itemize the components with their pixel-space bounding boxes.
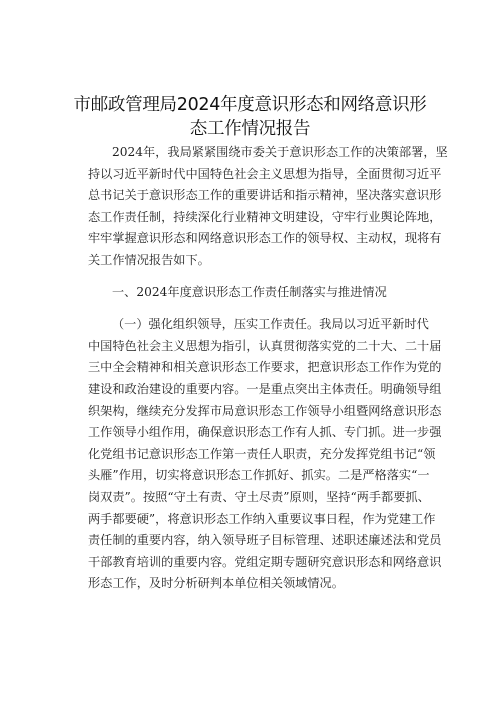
section-1-heading: 一、2024年度意识形态工作责任制落实与推进情况 <box>112 285 387 300</box>
paragraph-2-line: 干部教育培训的重要内容。党组定期专题研究意识形态和网络意识 <box>88 554 442 569</box>
paragraph-2-line: 化党组书记意识形态工作第一责任人职责，充分发挥党组书记“领 <box>88 446 436 461</box>
paragraph-spacer <box>88 272 428 283</box>
paragraph-spacer <box>88 304 428 315</box>
paragraph-2-line: 岗双责”。按照“守土有责、守土尽责”原则，坚持“两手都要抓、 <box>88 489 430 504</box>
paragraph-1-line: 牢牢掌握意识形态和网络意识形态工作的领导权、主动权，现将有 <box>88 231 442 246</box>
document-title-line-1: 市邮政管理局2024年度意识形态和网络意识形 <box>73 95 427 115</box>
paragraph-2-line: 两手都要硬”，将意识形态工作纳入重要议事日程，作为党建工作 <box>88 511 436 526</box>
document-body <box>88 142 448 595</box>
paragraph-2-line: 头雁”作用，切实将意识形态工作抓好、抓实。二是严格落实“一 <box>88 468 430 483</box>
paragraph-1-line: 总书记关于意识形态工作的重要讲话和指示精神，坚决落实意识形 <box>88 188 442 203</box>
paragraph-1-line: 2024年，我局紧紧围绕市委关于意识形态工作的决策部署，坚 <box>112 145 448 159</box>
paragraph-2-line: 工作领导小组作用，确保意识形态工作有人抓、专门抓。进一步强 <box>88 425 442 440</box>
paragraph-1-line: 关工作情况报告如下。 <box>88 252 210 267</box>
paragraph-2-line: 建设和政治建设的重要内容。一是重点突出主体责任。明确领导组 <box>88 381 442 396</box>
paragraph-2-line: 责任制的重要内容，纳入领导班子目标管理、述职述廉述法和党员 <box>88 533 442 548</box>
paragraph-2-line: 三中全会精神和相关意识形态工作要求，把意识形态工作作为党的 <box>88 360 442 375</box>
document-title-line-2: 态工作情况报告 <box>189 119 311 139</box>
paragraph-1-line: 态工作责任制，持续深化行业精神文明建设，守牢行业舆论阵地， <box>88 209 442 224</box>
paragraph-2-line: 织架构，继续充分发挥市局意识形态工作领导小组暨网络意识形态 <box>88 403 442 418</box>
paragraph-2-line: 形态工作，及时分析研判本单位相关领域情况。 <box>88 576 344 591</box>
paragraph-2-line: （一）强化组织领导，压实工作责任。我局以习近平新时代 <box>112 317 429 332</box>
paragraph-2-line: 中国特色社会主义思想为指引，认真贯彻落实党的二十大、二十届 <box>88 338 442 353</box>
paragraph-1-line: 持以习近平新时代中国特色社会主义思想为指导，全面贯彻习近平 <box>88 166 442 181</box>
